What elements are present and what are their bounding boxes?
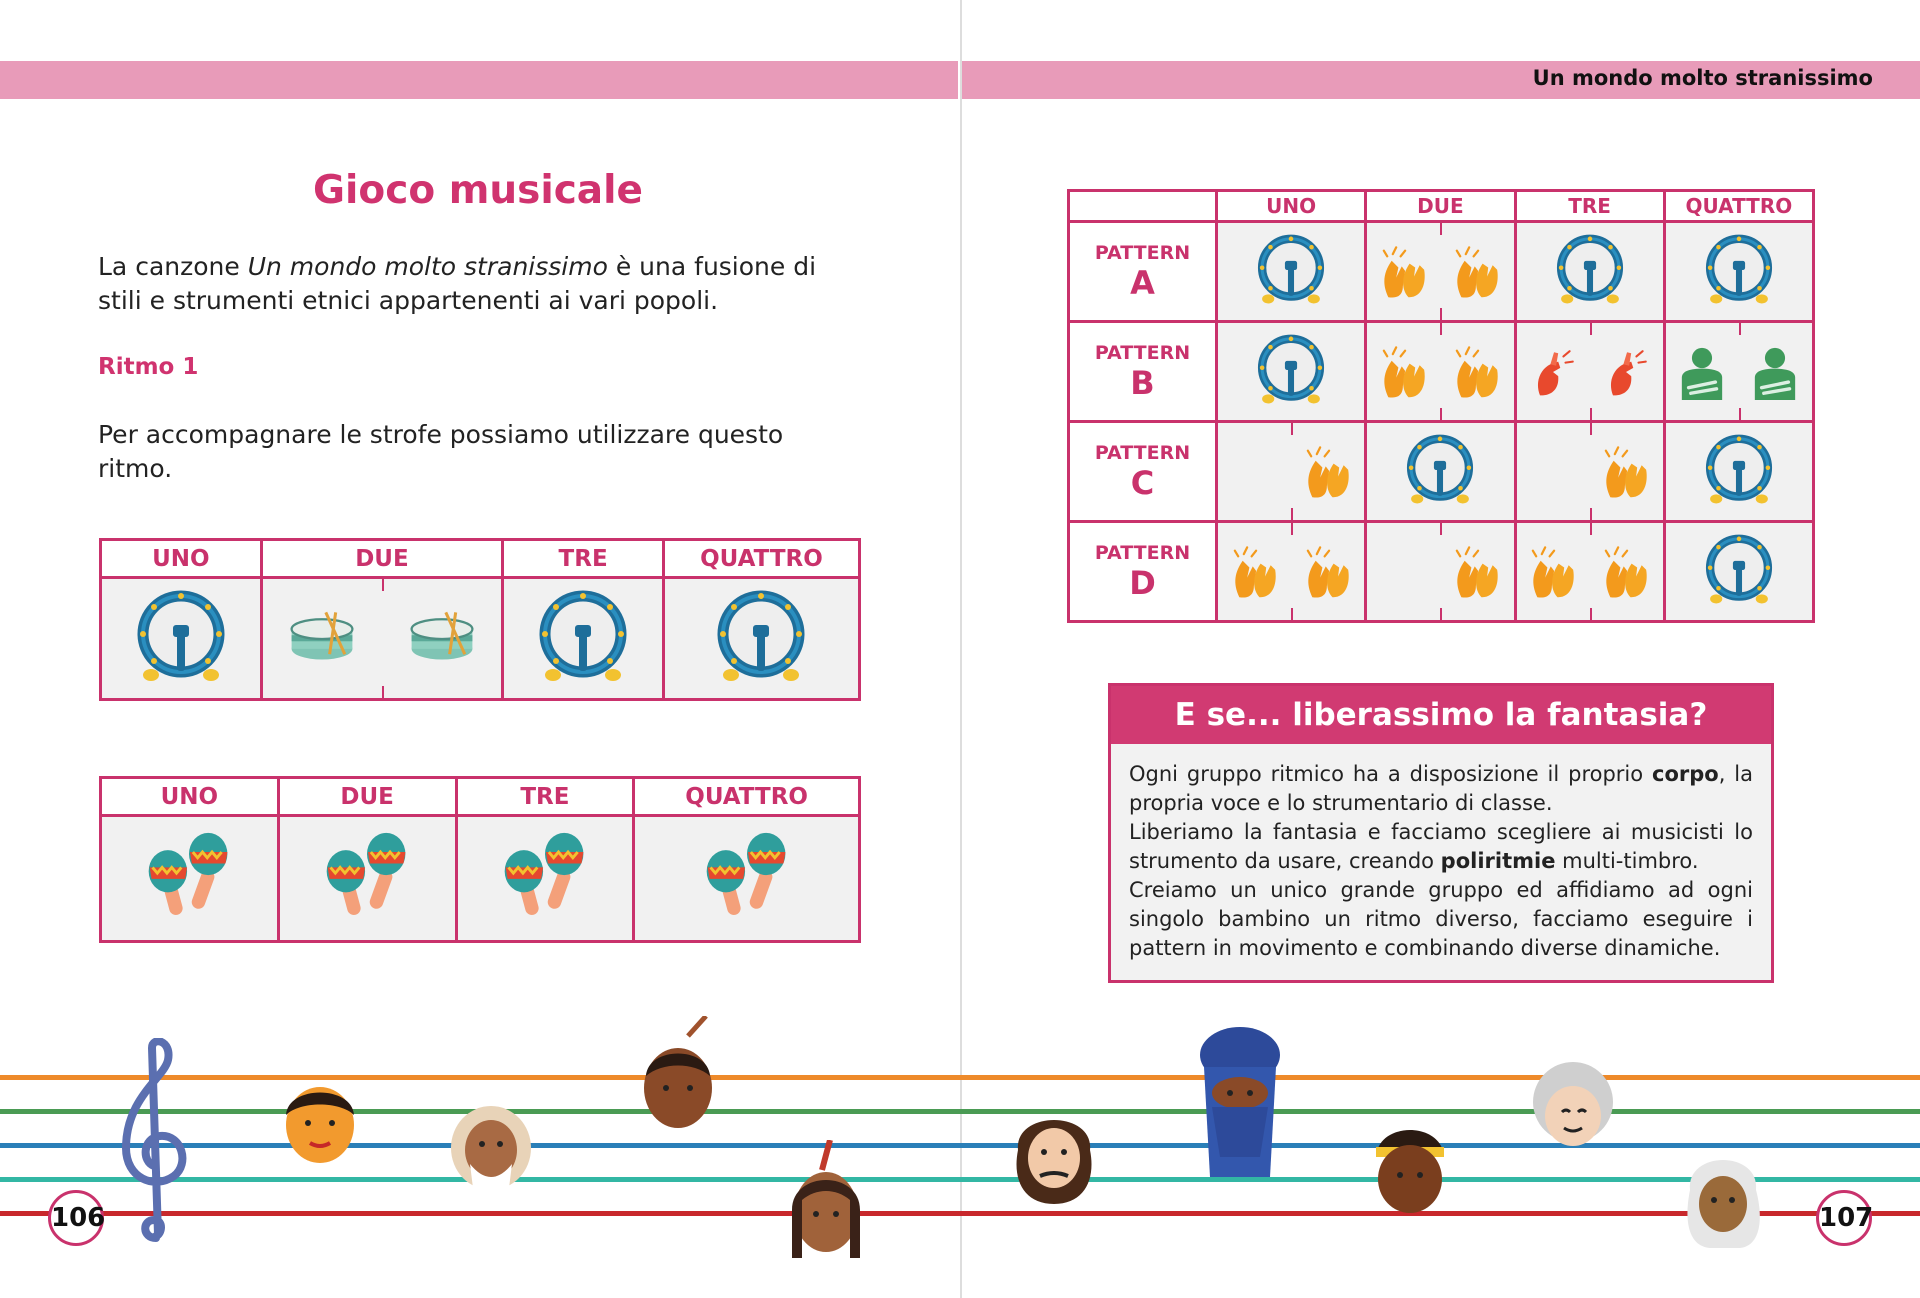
- face-icon: [1680, 1150, 1766, 1250]
- rhythm-cell: [101, 578, 262, 700]
- maracas-icon: [141, 827, 237, 927]
- face-icon: [786, 1140, 866, 1260]
- beat-header-row: [1069, 191, 1814, 222]
- pattern-table: [1067, 189, 1815, 623]
- page-gutter: [960, 0, 962, 1298]
- clap-icon: [1376, 239, 1432, 305]
- tambourine-icon: [131, 587, 231, 687]
- rhythm-table-2: [99, 776, 861, 943]
- clap-icon: [1598, 539, 1654, 605]
- pattern-cell: [1366, 522, 1515, 622]
- pattern-cell: [1515, 422, 1664, 522]
- face-icon: [448, 1100, 534, 1200]
- snare-drum-icon: [284, 609, 360, 669]
- pattern-cell: [1515, 322, 1664, 422]
- corner-cell: [1069, 191, 1217, 222]
- beat-header: TRE: [456, 778, 634, 816]
- pattern-row-a: [1069, 222, 1814, 322]
- pattern-label: PATTERN B: [1069, 322, 1217, 422]
- pattern-cell: [1217, 222, 1366, 322]
- body-percussion-icon: [1747, 337, 1803, 407]
- pattern-cell: [1664, 422, 1813, 522]
- pattern-cell: [1217, 422, 1366, 522]
- pattern-cell: [1217, 322, 1366, 422]
- beat-header: QUATTRO: [634, 778, 860, 816]
- clap-icon: [1300, 439, 1356, 505]
- instruction-paragraph: Per accompagnare le strofe possiamo utilizzare questo ritmo.: [98, 420, 784, 483]
- tambourine-icon: [711, 587, 811, 687]
- clap-icon: [1227, 539, 1283, 605]
- rhythm-row: [101, 816, 860, 942]
- pattern-label: PATTERN A: [1069, 222, 1217, 322]
- pattern-label: PATTERN D: [1069, 522, 1217, 622]
- maracas-icon: [497, 827, 593, 927]
- tambourine-icon: [1552, 232, 1628, 308]
- finger-snap-icon: [1600, 339, 1652, 405]
- rhythm-cell: [101, 816, 279, 942]
- pattern-cell: [1217, 522, 1366, 622]
- beat-header: UNO: [1217, 191, 1366, 222]
- tambourine-icon: [1402, 432, 1478, 508]
- maracas-icon: [699, 827, 795, 927]
- beat-header: DUE: [278, 778, 456, 816]
- beat-header: TRE: [503, 540, 664, 578]
- beat-header-row: [101, 540, 860, 578]
- pattern-cell: [1366, 422, 1515, 522]
- clap-icon: [1449, 339, 1505, 405]
- face-icon: [638, 1016, 718, 1136]
- face-icon: [1370, 1117, 1450, 1217]
- clap-icon: [1449, 539, 1505, 605]
- pattern-cell: [1366, 222, 1515, 322]
- box-text: Ogni gruppo ritmico ha a disposizione il proprio corpo, la propria voce e lo strumentario di classe. Liberiamo la fantasia e facciamo scegliere ai musicisti lo strumento da usare, creando poliritmie multi-timbro. Creiamo un unico grande gruppo ed affidiamo ad ogni singolo bambino un ritmo diverso, facciamo eseguire i pattern in movimento e combinando diverse dinamiche.: [1129, 762, 1753, 960]
- tambourine-icon: [1701, 432, 1777, 508]
- clap-icon: [1525, 539, 1581, 605]
- clap-icon: [1598, 439, 1654, 505]
- beat-header: DUE: [1366, 191, 1515, 222]
- pattern-cell: [1515, 522, 1664, 622]
- clap-icon: [1376, 339, 1432, 405]
- rhythm-cell: [456, 816, 634, 942]
- pattern-row-b: [1069, 322, 1814, 422]
- pattern-row-c: [1069, 422, 1814, 522]
- treble-clef-icon: [112, 1038, 192, 1243]
- page-number: 107: [1816, 1190, 1872, 1246]
- pattern-cell: [1664, 222, 1813, 322]
- finger-snap-icon: [1527, 339, 1579, 405]
- maracas-icon: [319, 827, 415, 927]
- beat-header-row: [101, 778, 860, 816]
- tambourine-icon: [533, 587, 633, 687]
- beat-header: UNO: [101, 540, 262, 578]
- rhythm-table-1: [99, 538, 861, 701]
- rhythm-cell: [634, 816, 860, 942]
- beat-header: QUATTRO: [663, 540, 859, 578]
- pattern-cell: [1515, 222, 1664, 322]
- face-icon: [1190, 1027, 1290, 1182]
- page-number: 106: [48, 1190, 104, 1246]
- pattern-row-d: [1069, 522, 1814, 622]
- tambourine-icon: [1701, 232, 1777, 308]
- intro-paragraph: La canzone Un mondo molto stranissimo è una fusione di stili e strumenti etnici appartenenti ai vari popoli.: [98, 252, 817, 315]
- pattern-cell: [1366, 322, 1515, 422]
- pattern-cell: [1664, 522, 1813, 622]
- tambourine-icon: [1253, 232, 1329, 308]
- beat-header: QUATTRO: [1664, 191, 1813, 222]
- tambourine-icon: [1701, 532, 1777, 608]
- rhythm-cell: [503, 578, 664, 700]
- tambourine-icon: [1253, 332, 1329, 408]
- clap-icon: [1300, 539, 1356, 605]
- face-icon: [280, 1075, 360, 1165]
- staff-line: [0, 1211, 1920, 1216]
- clap-icon: [1449, 239, 1505, 305]
- staff-line: [0, 1177, 1920, 1182]
- rhythm-cell: [663, 578, 859, 700]
- beat-header: DUE: [261, 540, 503, 578]
- page-title: Gioco musicale: [313, 168, 643, 213]
- face-icon: [1004, 1100, 1104, 1205]
- beat-header: TRE: [1515, 191, 1664, 222]
- pattern-cell: [1664, 322, 1813, 422]
- section-heading: Ritmo 1: [98, 354, 199, 380]
- rhythm-cell: [261, 578, 503, 700]
- header-bar-left: [0, 61, 958, 99]
- creative-box: [1108, 683, 1774, 983]
- beat-header: UNO: [101, 778, 279, 816]
- rhythm-cell: [278, 816, 456, 942]
- pattern-label: PATTERN C: [1069, 422, 1217, 522]
- rhythm-row: [101, 578, 860, 700]
- box-title: E se... liberassimo la fantasia?: [1111, 686, 1771, 744]
- snare-drum-icon: [404, 609, 480, 669]
- face-icon: [1530, 1062, 1616, 1152]
- body-percussion-icon: [1674, 337, 1730, 407]
- running-title: Un mondo molto stranissimo: [1532, 66, 1873, 90]
